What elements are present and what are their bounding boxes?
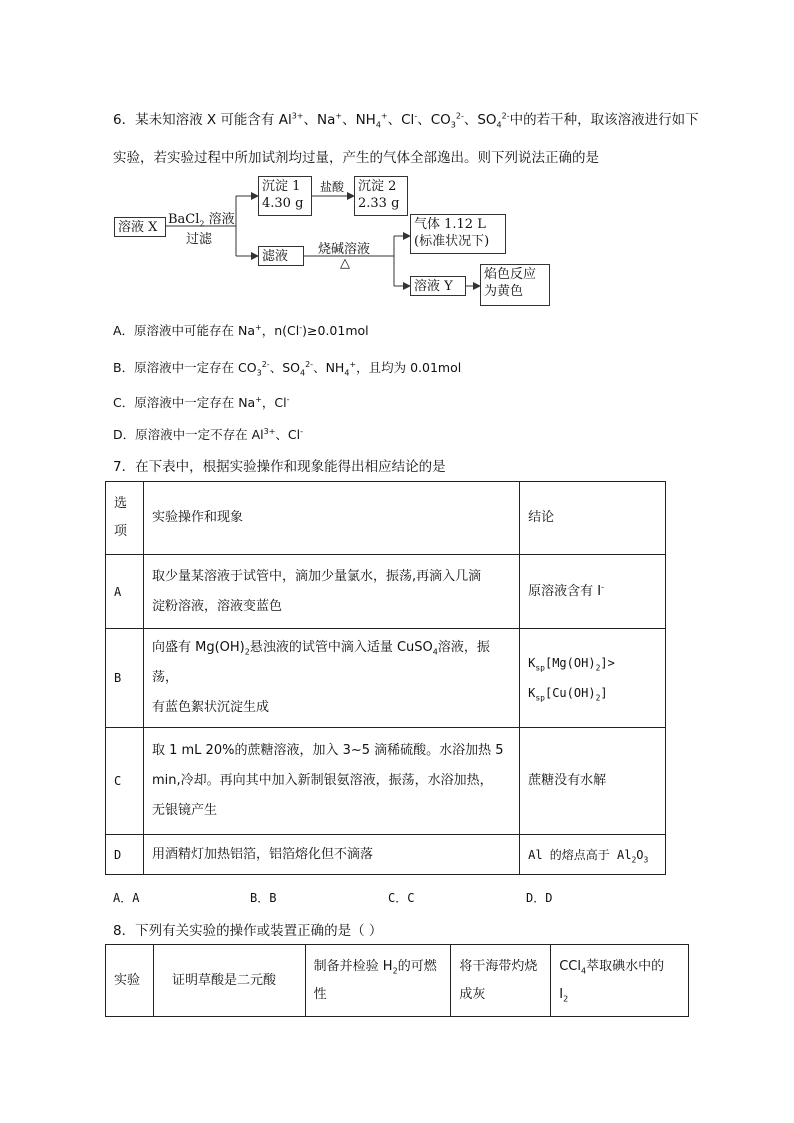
q6-stem-text: 、Na bbox=[303, 112, 336, 128]
q6-option-a[interactable] bbox=[113, 321, 369, 339]
precipitate-1-name: 沉淀 1 bbox=[262, 179, 301, 194]
row-conclusion bbox=[520, 629, 666, 728]
procedure-line: 取 1 mL 20%的蔗糖溶液，加入 3~5 滴稀硫酸。水浴加热 5 bbox=[151, 743, 504, 758]
q6-stem-line2: 实验，若实验过程中所加试剂均过量，产生的气体全部逸出。则下列说法正确的是 bbox=[113, 150, 599, 166]
reagent-text: 溶液 bbox=[204, 212, 235, 227]
ion-charge: 3+ bbox=[291, 111, 304, 121]
conclusion-text: K bbox=[528, 656, 536, 670]
option-text: D．原溶液中一定不存在 Al bbox=[113, 427, 264, 442]
ion-charge: 2- bbox=[261, 359, 270, 369]
formula-subscript: sp bbox=[535, 693, 545, 703]
heat-symbol: △ bbox=[340, 256, 350, 271]
q6-stem-text: 中的若干种，取该溶液进行如下 bbox=[509, 112, 699, 128]
row-label: A bbox=[106, 555, 144, 629]
cell-line bbox=[559, 981, 680, 1009]
gas-condition: (标准状况下) bbox=[414, 234, 490, 249]
conclusion-text: ]> bbox=[600, 656, 615, 670]
reagent-bacl2-label bbox=[168, 208, 235, 227]
row-label: D bbox=[106, 835, 144, 875]
formula-subscript: 2 bbox=[595, 663, 601, 673]
ion-charge: 2- bbox=[455, 111, 464, 121]
q8-cell-label: 实验 bbox=[106, 945, 154, 1017]
flow-diagram bbox=[0, 0, 794, 320]
gas-volume: 气体 1.12 L bbox=[414, 217, 486, 232]
row-procedure bbox=[143, 555, 519, 629]
cell-text: 制备并检验 H bbox=[313, 958, 393, 974]
procedure-line: 有蓝色絮状沉淀生成 bbox=[151, 700, 269, 715]
cell-text: I bbox=[559, 986, 564, 1002]
procedure-text: 溶液，振荡， bbox=[151, 640, 490, 685]
option-text: 、SO bbox=[269, 360, 300, 375]
cell-line bbox=[559, 953, 680, 981]
flame-test-line1: 焰色反应 bbox=[484, 267, 537, 282]
option-text: ，n(Cl bbox=[261, 323, 300, 338]
row-procedure: 用酒精灯加热铝箔，铝箔熔化但不滴落 bbox=[143, 835, 519, 875]
q8-cell-hydrogen bbox=[305, 945, 451, 1017]
ion-charge: + bbox=[380, 111, 388, 121]
conclusion-text: 原溶液含有 I bbox=[528, 583, 602, 599]
flow-arrows bbox=[0, 0, 794, 320]
table-header-row bbox=[106, 482, 666, 555]
header-option-line1: 选 bbox=[114, 496, 128, 511]
option-text: A．原溶液中可能存在 Na bbox=[113, 323, 256, 338]
q7-stem: 7．在下表中，根据实验操作和现象能得出相应结论的是 bbox=[113, 459, 446, 475]
q8-stem: 8．下列有关实验的操作或装置正确的是（ ） bbox=[113, 923, 383, 939]
q6-stem-text: 、CO bbox=[417, 112, 451, 128]
q6-stem-text: 、Cl bbox=[387, 112, 415, 128]
option-text: C．原溶液中一定存在 Na bbox=[113, 395, 256, 410]
ion-subscript: 4 bbox=[344, 368, 350, 378]
procedure-line: min,冷却。再向其中加入新制银氨溶液，振荡，水浴加热， bbox=[151, 773, 493, 788]
procedure-text: 向盛有 Mg(OH) bbox=[151, 640, 245, 655]
conclusion-line bbox=[528, 678, 657, 708]
ion-charge: + bbox=[335, 111, 343, 121]
ion-charge: - bbox=[286, 394, 290, 404]
ion-subscript: 4 bbox=[299, 368, 306, 378]
precipitate-2-box bbox=[354, 176, 408, 216]
q6-stem-text: 6．某未知溶液 X 可能含有 Al bbox=[113, 112, 292, 128]
ion-charge: + bbox=[255, 394, 262, 404]
row-procedure bbox=[143, 728, 519, 835]
formula-subscript: 2 bbox=[392, 966, 398, 976]
conclusion-text: Al 的熔点高于 Al bbox=[528, 847, 632, 862]
option-text: )≥0.01mol bbox=[302, 323, 369, 338]
filter-label: 过滤 bbox=[186, 232, 213, 247]
ion-charge: + bbox=[349, 359, 357, 369]
table-row bbox=[106, 945, 689, 1017]
option-text: 、NH bbox=[313, 360, 345, 375]
procedure-text: 悬浊液的试管中滴入适量 CuSO bbox=[249, 640, 433, 655]
row-conclusion bbox=[520, 835, 666, 875]
option-text: ，且均为 0.01mol bbox=[356, 360, 462, 375]
precipitate-1-mass: 4.30 g bbox=[262, 196, 304, 211]
row-conclusion: 蔗糖没有水解 bbox=[520, 728, 666, 835]
q7-choice-d[interactable]: D．D bbox=[526, 891, 553, 905]
row-label: B bbox=[106, 629, 144, 728]
q8-cell-seaweed bbox=[451, 945, 551, 1017]
formula-subscript: 2 bbox=[631, 854, 637, 864]
ion-subscript: 3 bbox=[256, 368, 262, 378]
acid-label: 盐酸 bbox=[320, 180, 345, 194]
q6-option-b[interactable] bbox=[113, 358, 461, 376]
procedure-line bbox=[152, 633, 511, 693]
row-label: C bbox=[106, 728, 144, 835]
header-option-cell bbox=[106, 482, 144, 555]
cell-text: 萃取碘水中的 bbox=[586, 958, 665, 974]
ion-charge: - bbox=[299, 322, 303, 332]
q7-choice-c[interactable]: C．C bbox=[388, 891, 415, 905]
q6-stem-text: 、SO bbox=[463, 112, 497, 128]
cell-line: 性 bbox=[313, 986, 327, 1002]
formula-subscript: 2 bbox=[595, 693, 601, 703]
row-conclusion bbox=[520, 555, 666, 629]
cell-text: CCl bbox=[559, 958, 581, 974]
filtrate-box: 滤液 bbox=[258, 246, 304, 266]
cell-text: 的可燃 bbox=[397, 958, 437, 974]
q6-option-d[interactable] bbox=[113, 425, 303, 443]
conclusion-text: ] bbox=[600, 686, 608, 700]
procedure-line: 无银镜产生 bbox=[151, 803, 217, 818]
precipitate-1-box bbox=[258, 176, 312, 216]
formula-subscript: sp bbox=[535, 663, 545, 673]
flame-test-line2: 为黄色 bbox=[484, 284, 524, 299]
q8-cell-extraction bbox=[551, 945, 689, 1017]
q7-choice-b[interactable]: B．B bbox=[250, 891, 277, 905]
table-row bbox=[106, 728, 666, 835]
conclusion-text: O bbox=[636, 847, 644, 862]
formula-subscript: 4 bbox=[432, 647, 438, 657]
solution-y-box: 溶液 Y bbox=[410, 276, 466, 296]
ion-charge: - bbox=[414, 111, 418, 121]
ion-charge: + bbox=[255, 322, 262, 332]
formula-subscript: 2 bbox=[244, 647, 250, 657]
header-option-line2: 项 bbox=[114, 524, 128, 539]
option-text: ，Cl bbox=[261, 395, 287, 410]
table-row bbox=[106, 835, 666, 875]
option-text: B．原溶液中一定存在 CO bbox=[113, 360, 257, 375]
procedure-line: 淀粉溶液，溶液变蓝色 bbox=[151, 598, 282, 614]
formula-subscript: 3 bbox=[643, 854, 649, 864]
table-row bbox=[106, 629, 666, 728]
ion-subscript: 4 bbox=[496, 120, 502, 130]
precipitate-2-mass: 2.33 g bbox=[358, 196, 400, 211]
gas-box bbox=[410, 214, 506, 254]
ion-subscript: 3 bbox=[450, 120, 456, 130]
flame-test-box bbox=[480, 264, 550, 306]
ion-charge: - bbox=[601, 582, 604, 592]
formula-subscript: 4 bbox=[581, 966, 587, 976]
precipitate-2-name: 沉淀 2 bbox=[358, 179, 397, 194]
ion-charge: 2- bbox=[305, 359, 314, 369]
reagent-subscript: 2 bbox=[199, 219, 205, 229]
naoh-label: 烧碱溶液 bbox=[318, 242, 371, 257]
ion-charge: - bbox=[300, 426, 304, 436]
q6-stem-text: 、NH bbox=[342, 112, 376, 128]
formula-subscript: 2 bbox=[563, 994, 569, 1004]
conclusion-text: [Mg(OH) bbox=[544, 656, 596, 670]
q7-choice-a[interactable]: A．A bbox=[113, 891, 140, 905]
q8-table bbox=[105, 944, 689, 1017]
ion-subscript: 4 bbox=[375, 120, 381, 130]
header-conclusion-cell: 结论 bbox=[520, 482, 666, 555]
conclusion-line bbox=[528, 648, 657, 678]
table-row bbox=[106, 555, 666, 629]
cell-line: 成灰 bbox=[459, 986, 486, 1002]
option-text: 、Cl bbox=[275, 427, 301, 442]
reagent-text: BaCl bbox=[168, 212, 200, 227]
conclusion-text: [Cu(OH) bbox=[544, 686, 596, 700]
q6-option-c[interactable] bbox=[113, 393, 290, 411]
q7-table bbox=[105, 481, 666, 875]
row-procedure bbox=[143, 629, 519, 728]
header-procedure-cell: 实验操作和现象 bbox=[143, 482, 519, 555]
conclusion-text: K bbox=[528, 686, 536, 700]
cell-line bbox=[314, 953, 443, 981]
ion-charge: 2- bbox=[501, 111, 510, 121]
solution-x-box: 溶液 X bbox=[114, 217, 166, 237]
procedure-line: 取少量某溶液于试管中，滴加少量氯水，振荡,再滴入几滴 bbox=[151, 568, 482, 584]
cell-line: 将干海带灼烧 bbox=[459, 958, 538, 974]
ion-charge: 3+ bbox=[263, 426, 276, 436]
q8-cell-oxalic: 证明草酸是二元酸 bbox=[153, 945, 305, 1017]
